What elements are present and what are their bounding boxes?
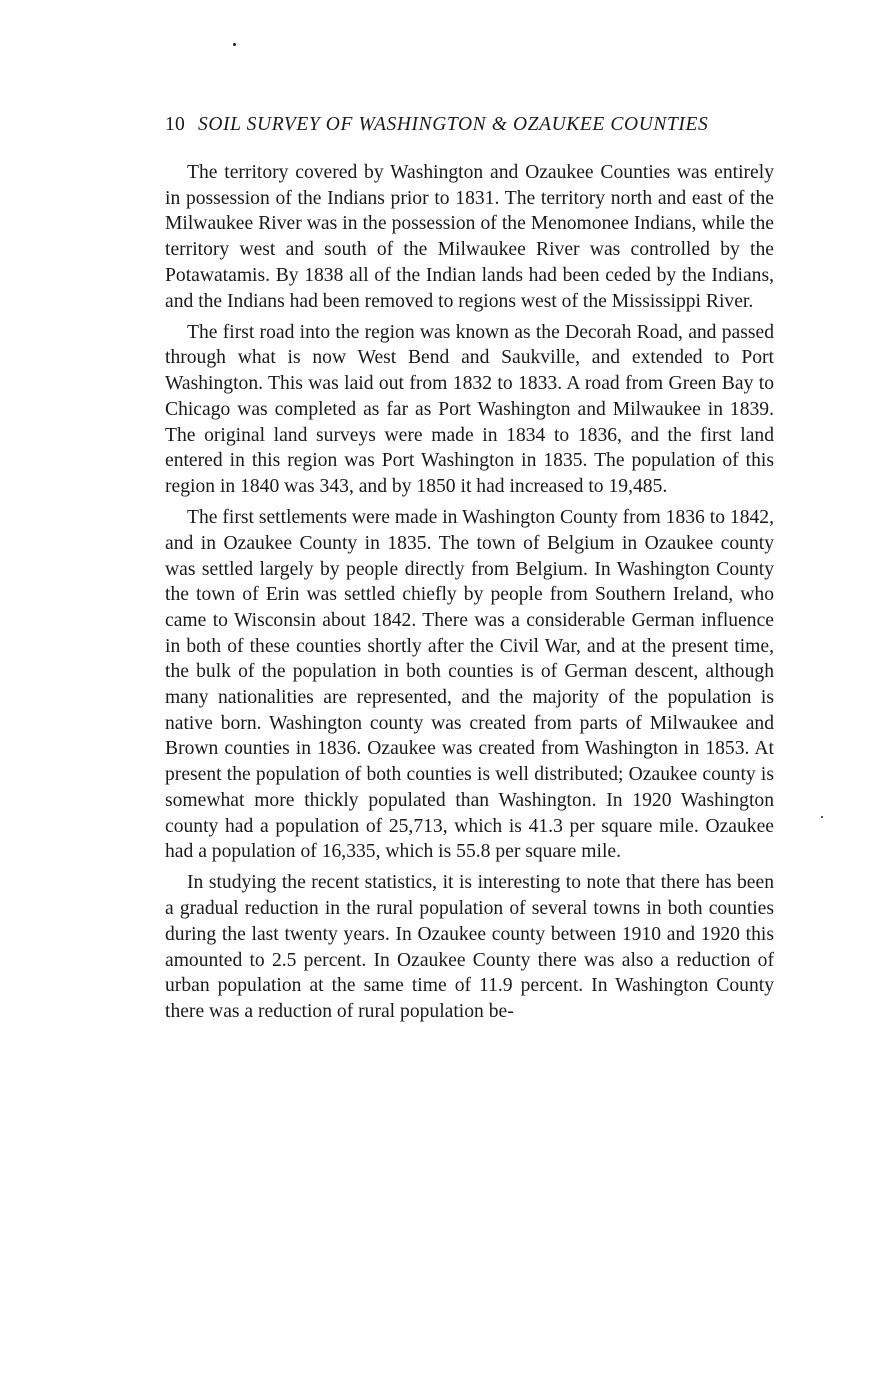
print-speck: [233, 43, 236, 46]
print-speck: [821, 816, 823, 818]
running-title: SOIL SURVEY OF WASHINGTON & OZAUKEE COUNTIES: [197, 114, 709, 135]
body-text: [165, 160, 774, 1030]
paragraph-indian-territory: The territory covered by Washington and Ozaukee Counties was entirely in possession of the Indians prior to 1831. The territory north and east of the Milwaukee River was in the possession of the Menomonee Indians, while the territory west and south of the Milwaukee River was controlled by the Potawatamis. By 1838 all of the Indian lands had been ceded by the Indians, and the Indians had been removed to regions west of the Mississippi River.: [165, 162, 774, 312]
page-number: 10: [165, 114, 185, 135]
paragraph-settlements: The first settlements were made in Washington County from 1836 to 1842, and in Ozaukee County in 1835. The town of Belgium in Ozaukee county was settled largely by people directly from Belgium. In Washington County the town of Erin was settled chiefly by people from Southern Ireland, who came to Wisconsin about 1842. There was a considerable German influence in both of these counties shortly after the Civil War, and at the present time, the bulk of the population in both counties is of German descent, although many nationalities are represented, and the majority of the population is native born. Washington county was created from parts of Milwaukee and Brown counties in 1836. Ozaukee was created from Washington in 1853. At present the population of both counties is well distributed; Ozaukee county is somewhat more thickly populated than Washington. In 1920 Washington county had a population of 25,713, which is 41.3 per square mile. Ozaukee had a population of 16,335, which is 55.8 per square mile.: [165, 507, 774, 863]
paragraph-first-road: The first road into the region was known as the Decorah Road, and passed through what is now West Bend and Saukville, and extended to Port Washington. This was laid out from 1832 to 1833. A road from Green Bay to Chicago was completed as far as Port Washington and Milwaukee in 1839. The original land surveys were made in 1834 to 1836, and the first land entered in this region was Port Washington in 1835. The population of this region in 1840 was 343, and by 1850 it had increased to 19,485.: [165, 321, 774, 497]
running-head: [165, 112, 780, 138]
paragraph-recent-statistics: In studying the recent statistics, it is interesting to note that there has been a gradual reduction in the rural population of several towns in both counties during the last twenty years. In Ozaukee county between 1910 and 1920 this amounted to 2.5 percent. In Ozaukee County there was also a reduction of urban population at the same time of 11.9 percent. In Washington County there was a reduction of rural population be-: [165, 872, 774, 1022]
